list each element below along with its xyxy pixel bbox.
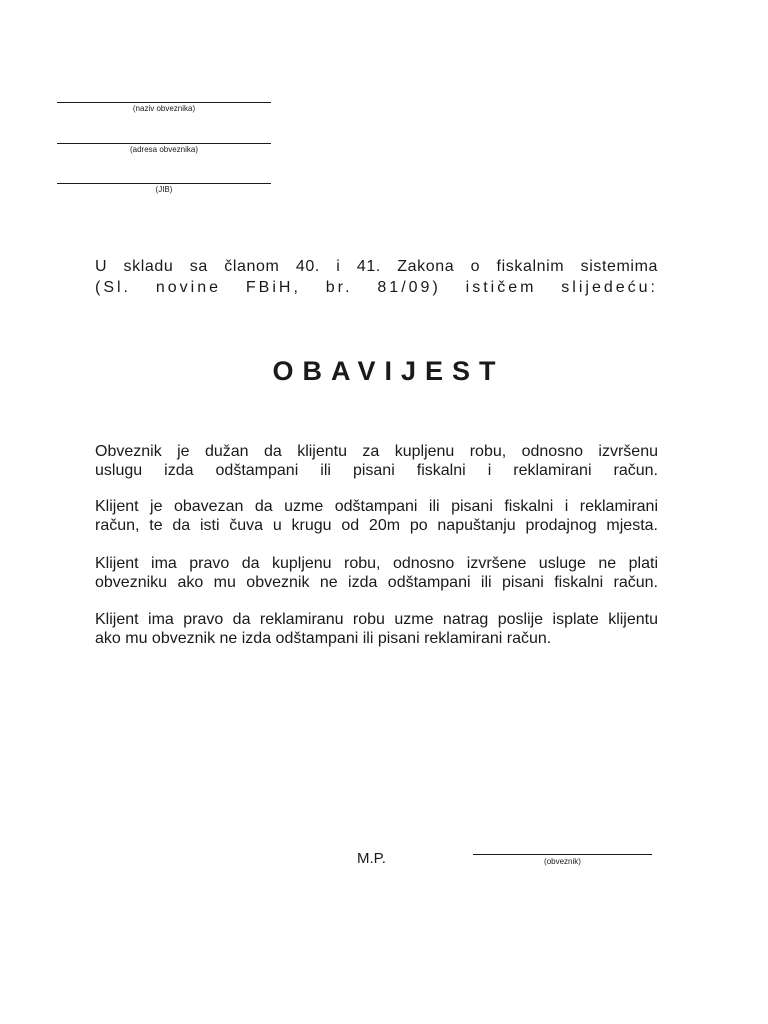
intro-line-2: (Sl. novine FBiH, br. 81/09) ističem slijedeću: bbox=[95, 279, 658, 296]
field-caption-jib: (JIB) bbox=[155, 185, 173, 194]
stamp-label: M.P. bbox=[357, 850, 386, 867]
paragraph-4-line-1: Klijent ima pravo da reklamiranu robu uzme natrag poslije isplate klijentu bbox=[95, 611, 658, 628]
field-line bbox=[57, 183, 271, 184]
field-jib bbox=[57, 183, 271, 195]
signature-line bbox=[473, 854, 652, 855]
paragraph-2-line-2: račun, te da isti čuva u krugu od 20m po napuštanju prodajnog mjesta. bbox=[95, 517, 658, 534]
intro-text bbox=[95, 256, 658, 298]
paragraph-3 bbox=[95, 554, 658, 592]
field-line bbox=[57, 102, 271, 103]
paragraph-2 bbox=[95, 497, 658, 535]
signature-field bbox=[473, 854, 652, 867]
field-naziv-obveznika bbox=[57, 102, 271, 114]
paragraph-2-line-1: Klijent je obavezan da uzme odštampani ili pisani fiskalni i reklamirani bbox=[95, 498, 658, 515]
paragraph-1 bbox=[95, 442, 658, 480]
paragraph-3-line-2: obvezniku ako mu obveznik ne izda odštampani ili pisani fiskalni račun. bbox=[95, 574, 658, 591]
field-adresa-obveznika bbox=[57, 143, 271, 155]
field-caption-naziv: (naziv obveznika) bbox=[132, 104, 196, 113]
document-title: OBAVIJEST bbox=[272, 356, 505, 386]
field-line bbox=[57, 143, 271, 144]
signature-caption: (obveznik) bbox=[544, 857, 581, 866]
paragraph-1-line-1: Obveznik je dužan da klijentu za kupljenu robu, odnosno izvršenu bbox=[95, 443, 658, 460]
intro-line-1: U skladu sa članom 40. i 41. Zakona o fiskalnim sistemima bbox=[95, 258, 658, 275]
paragraph-4 bbox=[95, 610, 658, 648]
paragraph-1-line-2: uslugu izda odštampani ili pisani fiskalni i reklamirani račun. bbox=[95, 462, 658, 479]
paragraph-3-line-1: Klijent ima pravo da kupljenu robu, odnosno izvršene usluge ne plati bbox=[95, 555, 658, 572]
paragraph-4-line-2: ako mu obveznik ne izda odštampani ili pisani reklamirani račun. bbox=[95, 630, 552, 647]
field-caption-adresa: (adresa obveznika) bbox=[129, 145, 199, 154]
